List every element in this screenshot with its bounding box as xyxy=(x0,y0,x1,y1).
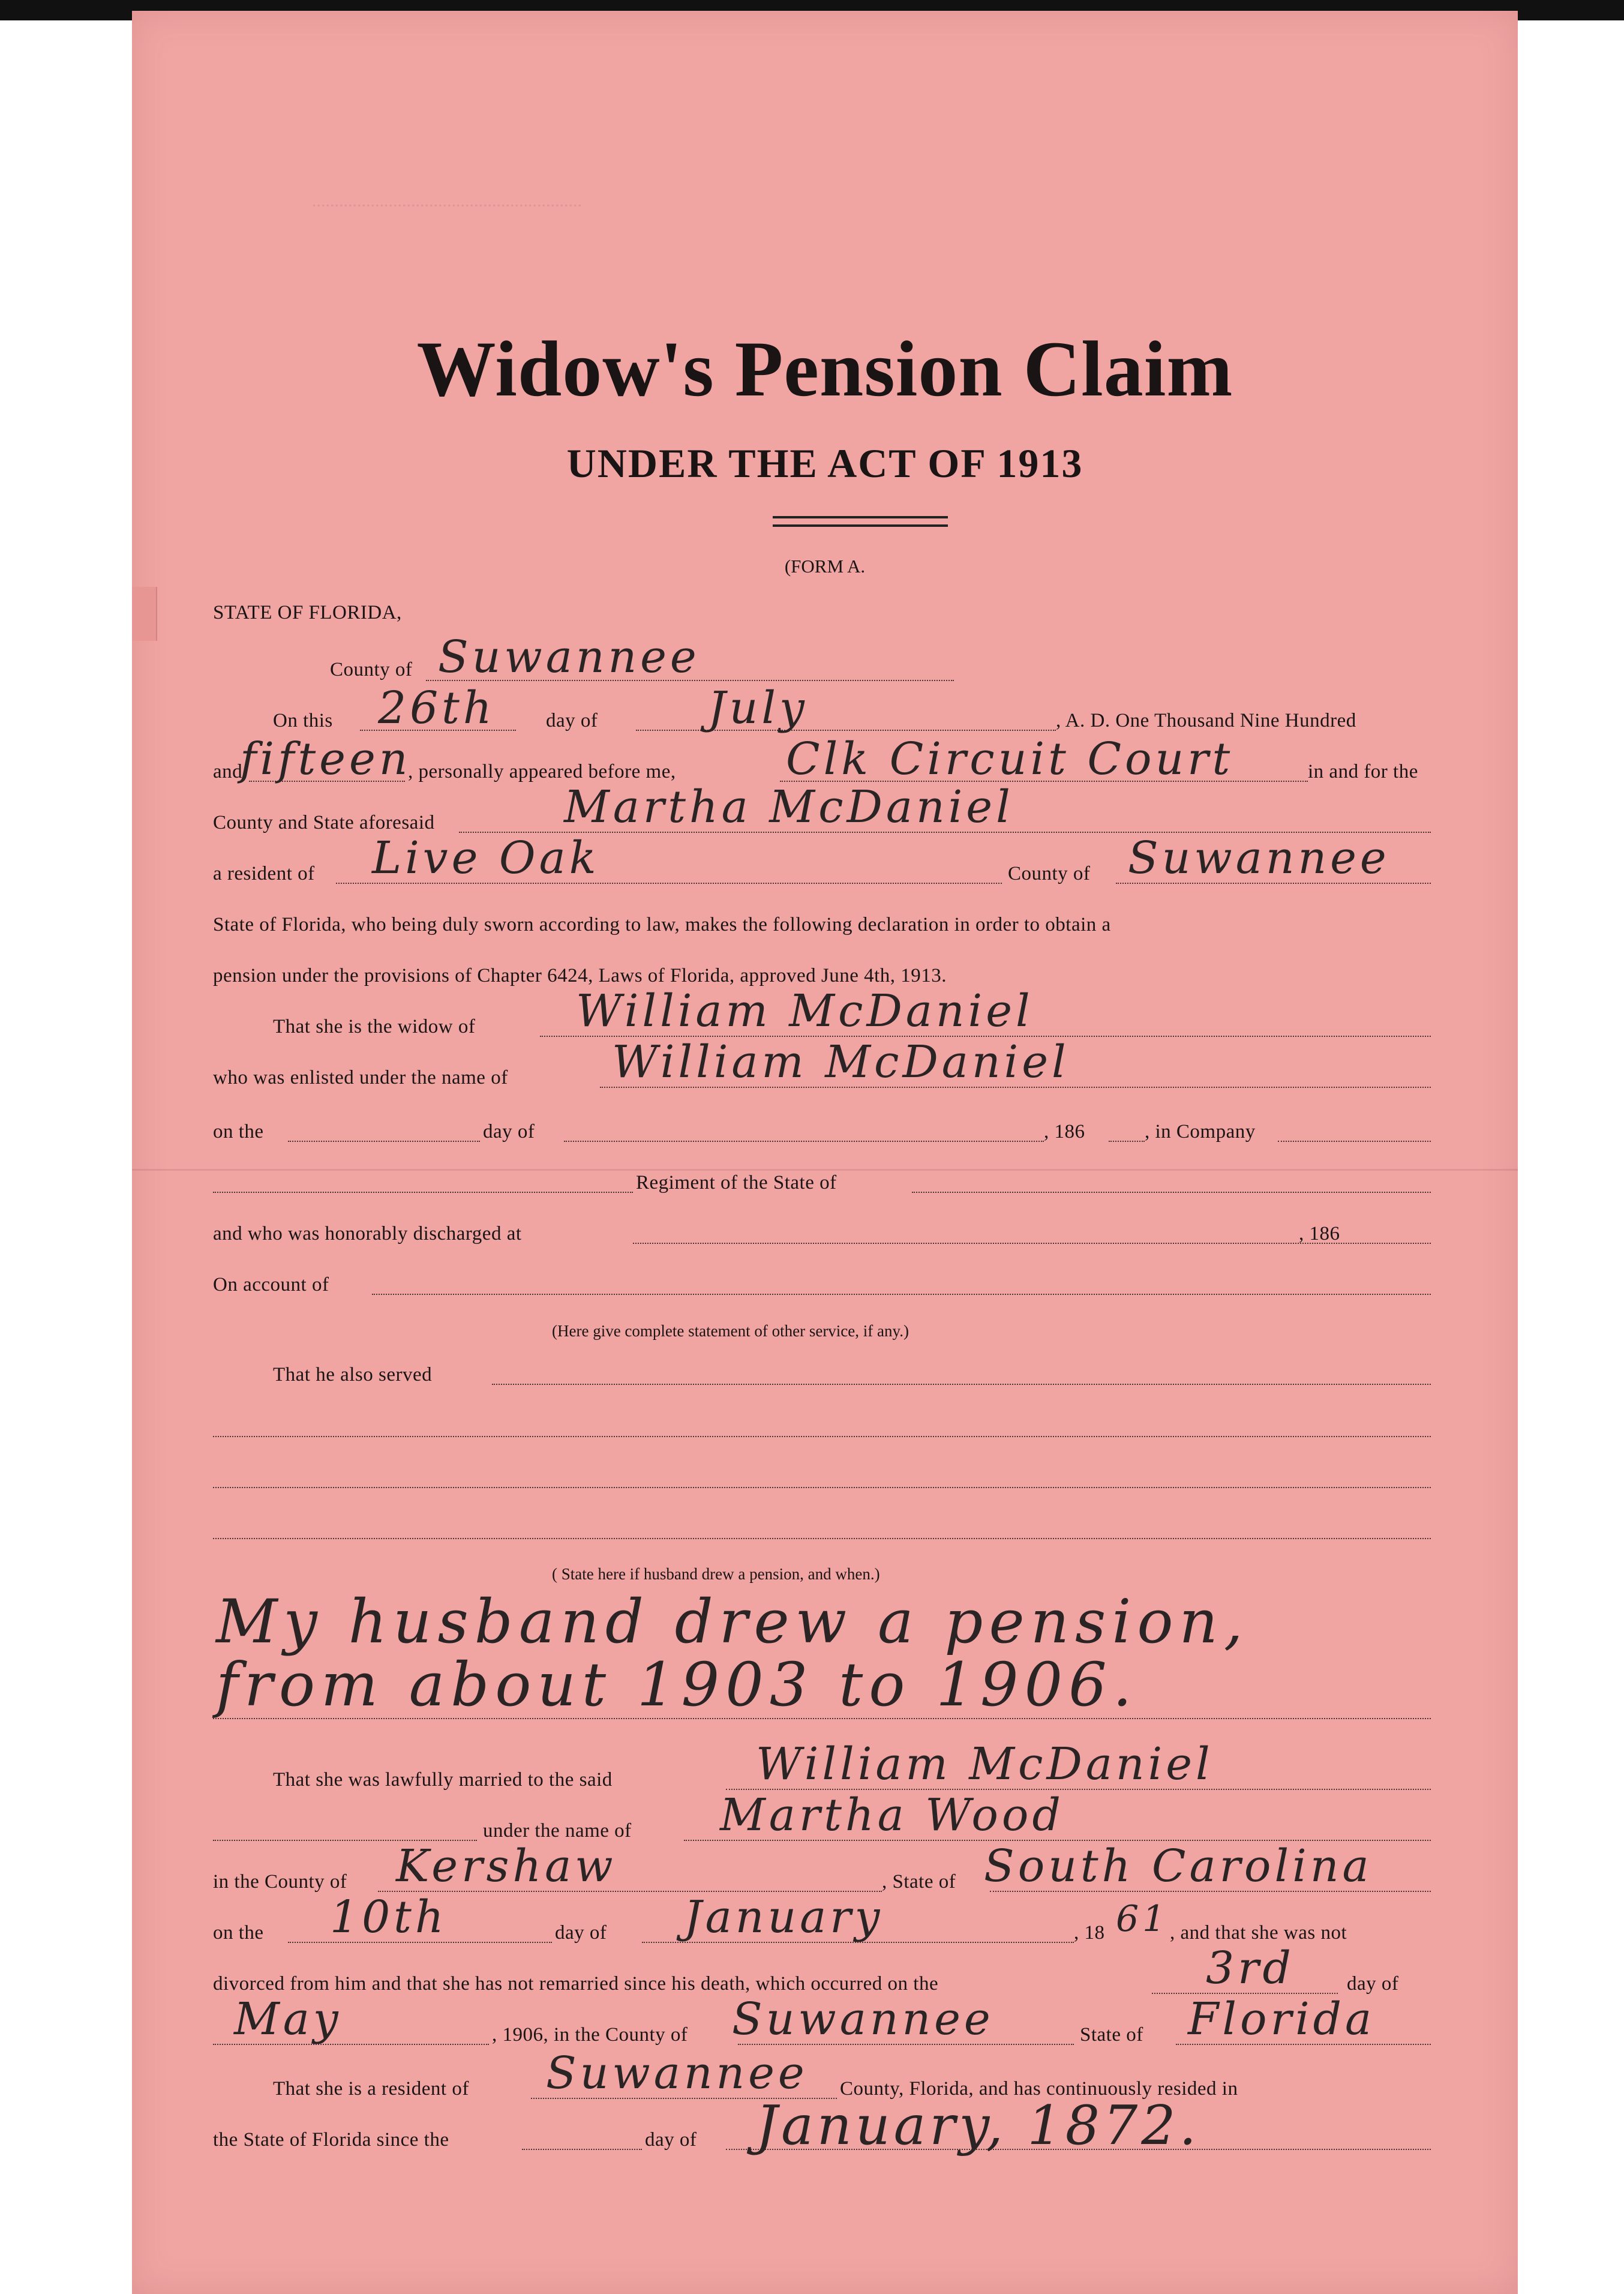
day-of-label: day of xyxy=(546,710,598,731)
under-name-label: under the name of xyxy=(483,1820,632,1842)
state-line: STATE OF FLORIDA, xyxy=(213,602,402,623)
service-line-2 xyxy=(213,1436,1431,1437)
since-date-handwritten: January, 1872. xyxy=(756,2094,1200,2157)
other-service-note: (Here give complete statement of other service, if any.) xyxy=(552,1322,909,1340)
resident-of-county-label: That she is a resident of xyxy=(273,2078,469,2100)
enlist-year-label: , 186 xyxy=(1044,1121,1085,1142)
in-and-for-text: in and for the xyxy=(1308,761,1418,782)
enlist-month-line xyxy=(564,1141,1044,1142)
on-the-label: on the xyxy=(213,1121,264,1142)
death-year-text: , 1906, in the County of xyxy=(492,2024,688,2046)
on-account-line xyxy=(372,1294,1431,1295)
death-day-of-label: day of xyxy=(1347,1973,1399,1995)
regiment-label: Regiment of the State of xyxy=(636,1172,837,1194)
county-label: County of xyxy=(330,659,413,680)
county-handwritten: Suwannee xyxy=(438,631,700,683)
pension-law-text: pension under the provisions of Chapter 6424, Laws of Florida, approved June 4th, 1913. xyxy=(213,965,947,986)
marriage-month-handwritten: January xyxy=(684,1891,884,1943)
marriage-on-the-label: on the xyxy=(213,1922,264,1944)
state-of-label: , State of xyxy=(882,1871,956,1893)
county-of-label: County of xyxy=(1008,863,1091,884)
pension-statement-line2: from about 1903 to 1906. xyxy=(216,1650,1138,1720)
reverse-side-bleed: ............................................................ xyxy=(312,191,582,211)
not-divorced-text: , and that she was not xyxy=(1170,1922,1347,1944)
pension-line-blank xyxy=(213,1718,1431,1719)
death-county-handwritten: Suwannee xyxy=(732,1993,994,2045)
company-label: , in Company xyxy=(1145,1121,1256,1142)
service-line-3 xyxy=(213,1487,1431,1488)
county-of-marriage-label: in the County of xyxy=(213,1871,347,1893)
appeared-text: , personally appeared before me, xyxy=(408,761,676,782)
pension-statement-line1: My husband drew a pension, xyxy=(216,1587,1249,1657)
regiment-number-line xyxy=(213,1192,633,1193)
pension-form-sheet xyxy=(132,11,1518,2294)
form-subtitle: UNDER THE ACT OF 1913 xyxy=(566,440,1083,486)
death-day-handwritten: 3rd xyxy=(1206,1942,1295,1994)
death-month-handwritten: May xyxy=(234,1993,342,2045)
marriage-state-handwritten: South Carolina xyxy=(984,1840,1373,1892)
residence-handwritten: Live Oak xyxy=(372,832,600,884)
widow-of-label: That she is the widow of xyxy=(273,1016,476,1037)
marriage-year-handwritten: 61 xyxy=(1116,1898,1169,1940)
enlist-day-line xyxy=(288,1141,480,1142)
regiment-state-line xyxy=(912,1192,1431,1193)
enlist-day-of-label: day of xyxy=(483,1121,535,1142)
marriage-year-prefix: , 18 xyxy=(1074,1922,1105,1944)
since-day-line xyxy=(522,2149,642,2150)
title-divider-bottom xyxy=(773,524,948,527)
divorce-text: divorced from him and that she has not remarried since his death, which occurred on the xyxy=(213,1973,939,1995)
also-served-label: That he also served xyxy=(273,1364,433,1386)
discharged-label: and who was honorably discharged at xyxy=(213,1223,522,1245)
title-divider-top xyxy=(773,516,948,518)
pension-note: ( State here if husband drew a pension, and when.) xyxy=(552,1565,880,1583)
also-served-line xyxy=(492,1384,1431,1385)
discharge-year-label: , 186 xyxy=(1299,1223,1340,1245)
fold-crease xyxy=(132,1169,1518,1171)
and-label: and xyxy=(213,761,243,782)
month-line xyxy=(636,730,1056,731)
sworn-text: State of Florida, who being duly sworn according to law, makes the following declaration in order to obtain a xyxy=(213,914,1111,935)
resident-county-handwritten: Suwannee xyxy=(546,2047,808,2099)
officer-handwritten: Clk Circuit Court xyxy=(786,733,1234,785)
enlisted-label: who was enlisted under the name of xyxy=(213,1067,508,1088)
form-label: (FORM A. xyxy=(784,556,866,577)
day-handwritten: 26th xyxy=(378,682,496,734)
claimant-handwritten: Martha McDaniel xyxy=(564,781,1014,833)
since-text: the State of Florida since the xyxy=(213,2129,449,2151)
company-line xyxy=(1278,1141,1431,1142)
married-label: That she was lawfully married to the said xyxy=(273,1769,613,1791)
resident-of-label: a resident of xyxy=(213,863,315,884)
death-state-handwritten: Florida xyxy=(1188,1993,1376,2045)
maiden-name-handwritten: Martha Wood xyxy=(720,1789,1064,1841)
year-handwritten: fifteen xyxy=(240,733,412,785)
marriage-county-handwritten: Kershaw xyxy=(396,1840,617,1892)
marriage-day-of-label: day of xyxy=(555,1922,607,1944)
ad-text: , A. D. One Thousand Nine Hundred xyxy=(1056,710,1356,731)
torn-fold-tab xyxy=(132,587,157,641)
since-day-of-label: day of xyxy=(645,2129,697,2151)
enlisted-handwritten: William McDaniel xyxy=(612,1036,1070,1088)
marriage-day-handwritten: 10th xyxy=(330,1891,448,1943)
residence-county-handwritten: Suwannee xyxy=(1128,832,1390,884)
husband-handwritten: William McDaniel xyxy=(576,985,1034,1037)
resided-text: County, Florida, and has continuously resided in xyxy=(840,2078,1238,2100)
on-this-label: On this xyxy=(273,710,333,731)
married-husband-handwritten: William McDaniel xyxy=(756,1738,1214,1790)
enlist-year-line xyxy=(1109,1141,1145,1142)
aforesaid-text: County and State aforesaid xyxy=(213,812,435,833)
form-title: Widow's Pension Claim xyxy=(416,325,1233,413)
death-state-label: State of xyxy=(1080,2024,1143,2046)
on-account-label: On account of xyxy=(213,1274,329,1296)
service-line-4 xyxy=(213,1538,1431,1539)
month-handwritten: July xyxy=(708,682,808,734)
